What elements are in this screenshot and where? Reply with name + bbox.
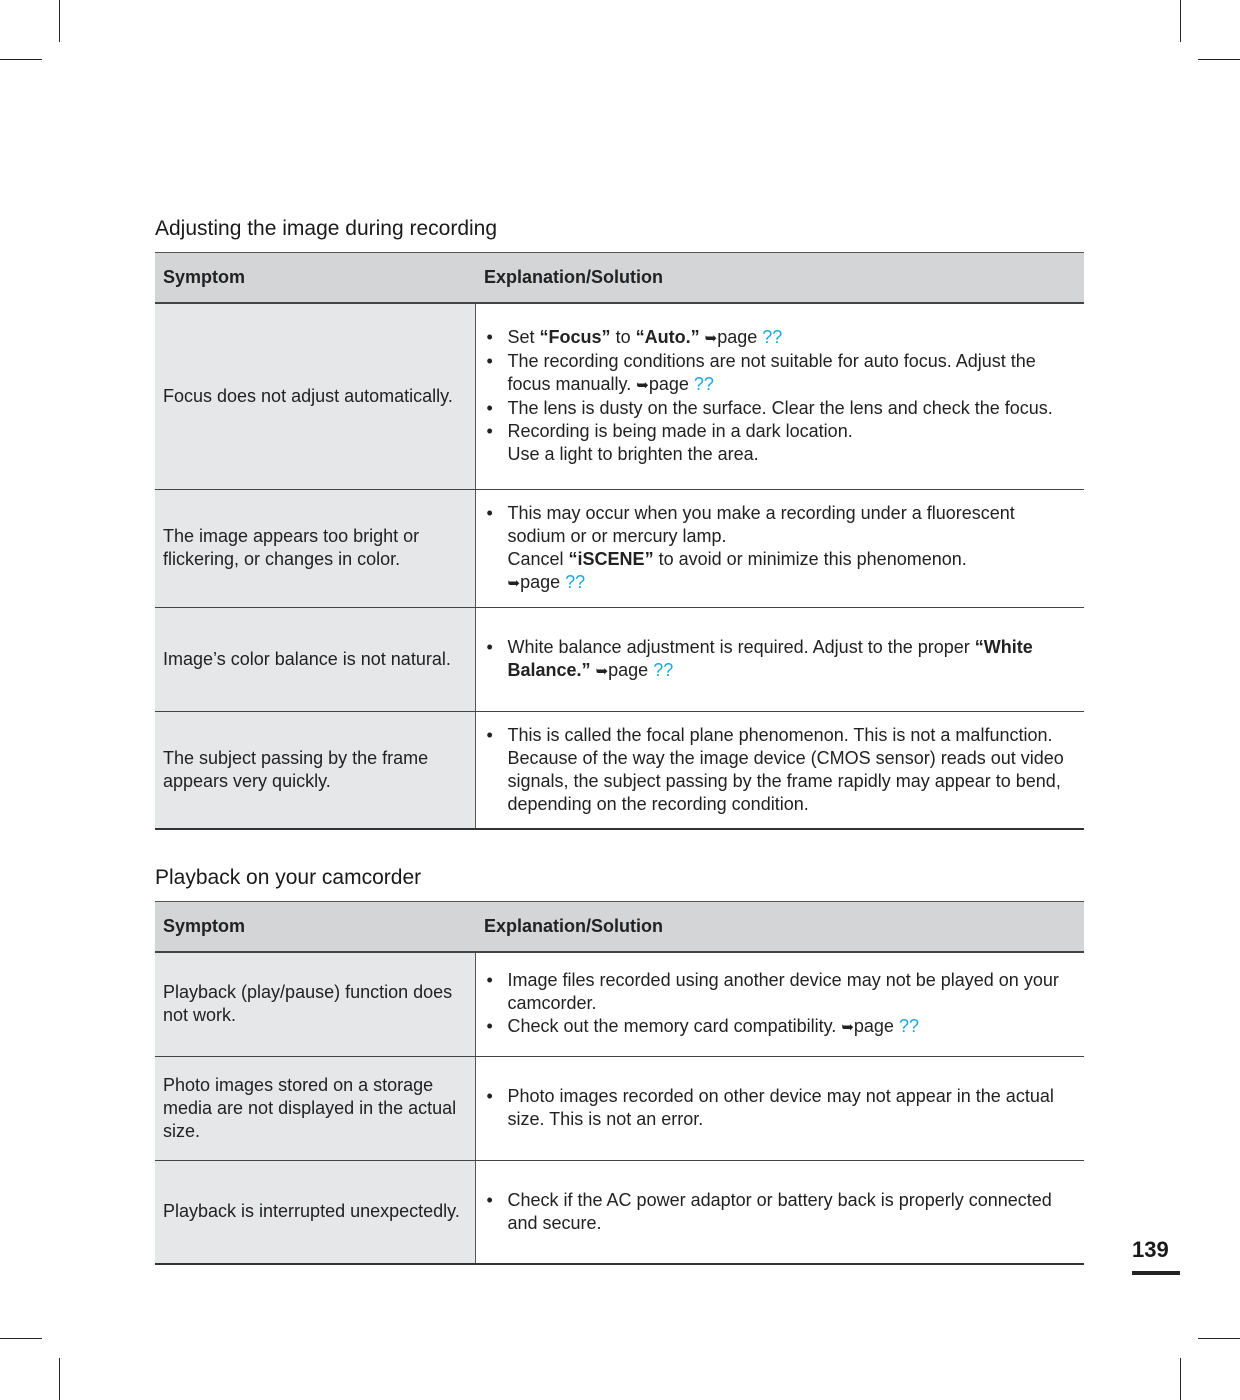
table-header-row	[155, 902, 1084, 953]
section-title-playback: Playback on your camcorder	[155, 866, 422, 889]
list-item: • Set “Focus” to “Auto.” ➥page ??	[485, 326, 1077, 350]
solution-cell	[475, 607, 1084, 711]
table-header-row	[155, 253, 1084, 304]
crop-mark	[0, 1338, 42, 1339]
page-reference-link[interactable]: ??	[565, 571, 586, 592]
crop-mark	[59, 0, 60, 42]
symptom-cell: Focus does not adjust automatically.	[155, 303, 475, 489]
solution-cell	[475, 1056, 1084, 1160]
arrow-right-icon: ➥	[704, 330, 718, 348]
list-item: • Recording is being made in a dark location. Use a light to brighten the area.	[485, 420, 1077, 466]
list-item: • This may occur when you make a recording under a fluorescent sodium or or mercury lamp. Cancel “iSCENE” to avoid or minimize this phenomenon. ➥page ??	[485, 502, 1077, 595]
solution-cell	[475, 1160, 1084, 1264]
arrow-right-icon: ➥	[507, 574, 521, 592]
symptom-cell: The image appears too bright or flickering, or changes in color.	[155, 489, 475, 607]
solution-cell	[475, 952, 1084, 1056]
symptom-cell: Playback is interrupted unexpectedly.	[155, 1160, 475, 1264]
page-reference-link[interactable]: ??	[653, 659, 674, 680]
page-reference-link[interactable]: ??	[762, 327, 783, 348]
column-header-solution: Explanation/Solution	[475, 253, 1084, 304]
table-row	[155, 607, 1084, 711]
arrow-right-icon: ➥	[841, 1019, 854, 1037]
list-item: • Check if the AC power adaptor or battery back is properly connected and secure.	[485, 1189, 1077, 1235]
list-item: • This is called the focal plane phenomenon. This is not a malfunction. Because of the way the image device (CMOS sensor) reads out video signals, the subject passing by the frame rapidly may appear to bend, depending on the recording condition.	[485, 724, 1077, 816]
table-row	[155, 1056, 1084, 1160]
page-number-underline	[1132, 1271, 1180, 1275]
list-item: • The recording conditions are not suitable for auto focus. Adjust the focus manually. ➥page ??	[485, 350, 1077, 397]
table-row	[155, 489, 1084, 607]
page-reference-link[interactable]: ??	[898, 1016, 919, 1037]
crop-mark	[59, 1358, 60, 1400]
column-header-symptom: Symptom	[155, 253, 475, 304]
list-item: • Image files recorded using another device may not be played on your camcorder.	[485, 969, 1077, 1015]
crop-mark	[1198, 1338, 1240, 1339]
list-item: • Photo images recorded on other device may not appear in the actual size. This is not an error.	[485, 1085, 1077, 1131]
column-header-solution: Explanation/Solution	[475, 902, 1084, 953]
section-title-recording: Adjusting the image during recording	[155, 217, 498, 240]
arrow-right-icon: ➥	[595, 662, 609, 680]
table-row	[155, 303, 1084, 489]
list-item: • The lens is dusty on the surface. Clear the lens and check the focus.	[485, 397, 1077, 420]
crop-mark	[0, 59, 42, 60]
table-row	[155, 1160, 1084, 1264]
solution-cell	[475, 489, 1084, 607]
troubleshooting-table-playback	[155, 901, 1084, 1265]
symptom-cell: Playback (play/pause) function does not work.	[155, 952, 475, 1056]
solution-cell	[475, 711, 1084, 829]
symptom-cell: Image’s color balance is not natural.	[155, 607, 475, 711]
crop-mark	[1180, 0, 1181, 42]
page-number: 139	[1132, 1237, 1169, 1262]
crop-mark	[1180, 1358, 1181, 1400]
solution-cell	[475, 303, 1084, 489]
column-header-symptom: Symptom	[155, 902, 475, 953]
table-row	[155, 711, 1084, 829]
symptom-cell: Photo images stored on a storage media are not displayed in the actual size.	[155, 1056, 475, 1160]
troubleshooting-table-recording	[155, 252, 1084, 830]
symptom-cell: The subject passing by the frame appears very quickly.	[155, 711, 475, 829]
list-item: • Check out the memory card compatibility. ➥page ??	[485, 1015, 1077, 1039]
crop-mark	[1198, 59, 1240, 60]
page-reference-link[interactable]: ??	[693, 374, 714, 395]
table-row	[155, 952, 1084, 1056]
list-item: • White balance adjustment is required. Adjust to the proper “White Balance.” ➥page ??	[485, 636, 1077, 683]
arrow-right-icon: ➥	[636, 377, 649, 395]
